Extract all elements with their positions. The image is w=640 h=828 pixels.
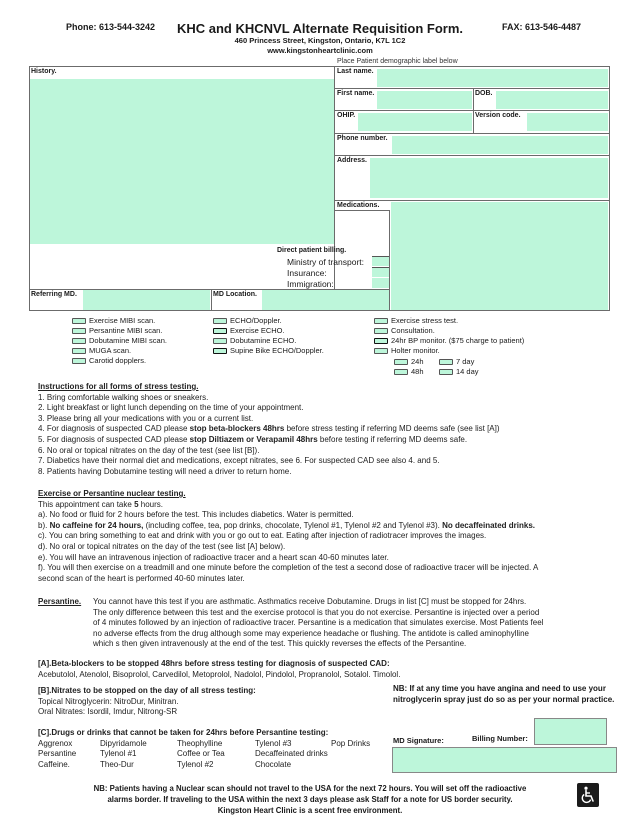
billing-option-label: Immigration: <box>287 279 334 289</box>
dob-field[interactable] <box>496 91 608 109</box>
nuclear-item: a). No food or fluid for 2 hours before the test. This includes diabetics. Water is permitted. <box>38 510 354 520</box>
holter-14day[interactable] <box>439 367 479 376</box>
checkbox-icon[interactable] <box>374 318 388 324</box>
clinic-website: www.kingstonheartclinic.com <box>267 46 373 55</box>
text-line: The only difference between this test and the exercise protocol is that you do not exercise. Persantine is injected over a period <box>93 607 540 617</box>
checkbox-icon[interactable] <box>213 348 227 354</box>
checkbox-icon[interactable] <box>213 328 227 334</box>
instruction-item: 3. Please bring all your medications with you or a current list. <box>38 413 254 423</box>
instruction-item: 2. Light breakfast or light lunch depending on the time of your appointment. <box>38 403 304 413</box>
billing-number-field[interactable] <box>534 718 607 745</box>
billing-number-label: Billing Number: <box>472 734 528 743</box>
instruction-item: 6. No oral or topical nitrates on the day of the test (see list [B]). <box>38 445 260 455</box>
text: 5. For diagnosis of suspected CAD please <box>38 434 190 444</box>
service-exercise-mibi[interactable] <box>72 316 155 325</box>
text: before testing if referring MD deems safe. <box>317 434 468 444</box>
instruction-item: 8. Patients having Dobutamine testing will need a driver to return home. <box>38 466 292 476</box>
instruction-item <box>38 435 500 446</box>
checkbox-icon[interactable] <box>394 359 408 365</box>
checkbox-icon[interactable] <box>72 328 86 334</box>
checkbox-icon[interactable] <box>72 338 86 344</box>
md-location-label: MD Location. <box>213 291 257 298</box>
list-heading: [A].Beta-blockers to be stopped 48hrs before stress testing for diagnosis of suspected CAD: <box>38 659 390 668</box>
cell: Pop Drinks <box>331 738 371 748</box>
service-carotid[interactable] <box>72 356 146 365</box>
checkbox-icon[interactable] <box>72 348 86 354</box>
address-field[interactable] <box>370 158 608 198</box>
nuclear-item: f). You will then exercise on a treadmill and one minute before the completion of the test a second dose of radioactive tracer will be injected. A <box>38 563 539 573</box>
service-label: Exercise ECHO. <box>230 326 285 335</box>
service-label: Carotid dopplers. <box>89 356 147 365</box>
cell: Tylenol #1 <box>100 749 137 759</box>
nb-angina-note: NB: If at any time you have angina and need to use your nitroglycerin spray just do so as per your normal practice. <box>393 684 615 704</box>
version-code-label: Version code. <box>475 112 521 119</box>
phone-number-field[interactable] <box>392 136 608 154</box>
ohip-field[interactable] <box>358 113 472 131</box>
cell: Decaffeinated drinks <box>255 749 328 759</box>
instruction-item: 1. Bring comfortable walking shoes or sneakers. <box>38 392 209 402</box>
last-name-label: Last name. <box>337 68 374 75</box>
footer-line: NB: Patients having a Nuclear scan should not travel to the USA for the next 72 hours. You will set off the radioactive <box>93 784 527 793</box>
list-c <box>38 728 391 770</box>
nuclear-section <box>38 489 538 584</box>
checkbox-icon[interactable] <box>374 328 388 334</box>
service-bp-monitor[interactable] <box>374 336 524 345</box>
persantine-text <box>93 597 543 650</box>
medications-label: Medications. <box>337 202 380 209</box>
cell: Aggrenox <box>38 738 73 748</box>
service-label: Dobutamine MIBI scan. <box>89 336 167 345</box>
service-label: Consultation. <box>391 326 435 335</box>
cell <box>331 760 391 771</box>
service-echo-doppler[interactable] <box>213 316 282 325</box>
section-heading: Exercise or Persantine nuclear testing. <box>38 489 186 498</box>
nuclear-item: e). You will have an intravenous injection of radioactive tracer and a heart scan 40-60 minutes later. <box>38 552 389 562</box>
text-line: of 4 minutes followed by an injection of radioactive tracer. Persantine is a medication that simulates exercise. Most Patients feel <box>93 618 544 628</box>
divider <box>334 200 610 201</box>
text: 4. For diagnosis of suspected CAD please <box>38 424 190 434</box>
holter-7day[interactable] <box>439 357 474 366</box>
list-c-table <box>38 739 391 771</box>
billing-title: Direct patient billing. <box>277 247 347 254</box>
form-title: KHC and KHCNVL Alternate Requisition Form. <box>176 21 464 36</box>
service-label: 48h <box>411 367 424 376</box>
md-signature-field[interactable] <box>392 747 617 773</box>
checkbox-icon[interactable] <box>439 359 453 365</box>
emphasis: stop Diltiazem or Verapamil 48hrs <box>189 434 318 444</box>
instructions-section <box>38 382 500 477</box>
service-label: MUGA scan. <box>89 346 132 355</box>
service-label: Holter monitor. <box>391 346 440 355</box>
checkbox-icon[interactable] <box>72 358 86 364</box>
cell: Chocolate <box>255 759 292 769</box>
service-persantine-mibi[interactable] <box>72 326 162 335</box>
md-signature-label: MD Signature: <box>393 736 444 745</box>
text: b). <box>38 520 50 530</box>
list-items: Topical Nitroglycerin: NitroDur, Minitran. <box>38 696 179 706</box>
service-dobutamine-mibi[interactable] <box>72 336 167 345</box>
checkbox-icon[interactable] <box>213 338 227 344</box>
checkbox-icon[interactable] <box>213 318 227 324</box>
divider <box>211 289 212 311</box>
divider <box>334 210 390 211</box>
cell: Persantine <box>38 749 77 759</box>
service-label: Dobutamine ECHO. <box>230 336 297 345</box>
history-field[interactable] <box>30 79 334 244</box>
dob-label: DOB. <box>475 90 493 97</box>
list-items: Oral Nitrates: Isordil, Imdur, Nitrong-SR <box>38 707 178 717</box>
instruction-item <box>38 424 500 435</box>
service-label: Persantine MIBI scan. <box>89 326 163 335</box>
list-items: Acebutolol, Atenolol, Bisoprolol, Carvedilol, Metoprolol, Nadolol, Pindolol, Propranolol, Sotalol. Timolol. <box>38 669 401 679</box>
service-dobutamine-echo[interactable] <box>213 336 296 345</box>
instruction-item: 7. Diabetics have their normal diet and medications, except nitrates, see 6. For suspected CAD see also 4. and 5. <box>38 456 440 466</box>
phone-number-label: Phone number. <box>337 135 388 142</box>
service-label: Exercise MIBI scan. <box>89 316 156 325</box>
divider <box>334 110 610 111</box>
text: This appointment can take <box>38 499 135 509</box>
text: hours. <box>138 499 163 509</box>
emphasis: No decaffeinated drinks. <box>442 520 535 530</box>
holter-24h[interactable] <box>394 357 424 366</box>
text-line: no adverse effects from the drug although some may experience headache or flushing. The antidote is called aminophylline <box>93 628 529 638</box>
nuclear-item: second scan of the heart is performed 40-60 minutes later. <box>38 573 245 583</box>
checkbox-icon[interactable] <box>394 369 408 375</box>
checkbox-icon[interactable] <box>374 348 388 354</box>
last-name-field[interactable] <box>377 69 608 87</box>
duration-line <box>38 500 538 511</box>
divider <box>389 210 390 311</box>
ministry-of-transport-checkbox[interactable] <box>372 256 389 266</box>
nuclear-item: d). No oral or topical nitrates on the day of the test (see list [A] below). <box>38 541 286 551</box>
clinic-fax: FAX: 613-546-4487 <box>502 22 582 32</box>
insurance-checkbox[interactable] <box>372 267 389 277</box>
section-heading: Instructions for all forms of stress testing. <box>38 382 199 391</box>
text: (including coffee, tea, pop drinks, chocolate, Tylenol #1, Tylenol #2 and Tylenol #3). <box>143 520 443 530</box>
first-name-label: First name. <box>337 90 375 97</box>
clinic-phone: Phone: 613-544-3242 <box>66 22 156 32</box>
list-b <box>38 686 256 718</box>
persantine-heading: Persantine. <box>38 597 82 606</box>
text: before stress testing if referring MD deems safe (see list [A]) <box>284 424 500 434</box>
checkbox-icon[interactable] <box>439 369 453 375</box>
checkbox-icon[interactable] <box>374 338 388 344</box>
cell: Coffee or Tea <box>177 749 225 759</box>
cell: Tylenol #2 <box>177 759 214 769</box>
immigration-checkbox[interactable] <box>372 278 389 288</box>
md-location-field[interactable] <box>262 290 389 310</box>
service-label: 14 day <box>456 367 479 376</box>
emphasis: stop beta-blockers 48hrs <box>189 424 285 434</box>
referring-md-field[interactable] <box>83 290 210 310</box>
cell <box>331 749 391 760</box>
billing-option-label: Insurance: <box>287 268 327 278</box>
cell: Tylenol #3 <box>255 738 292 748</box>
service-consultation[interactable] <box>374 326 435 335</box>
wheelchair-glyph <box>580 786 596 804</box>
footer-note <box>0 783 620 816</box>
service-supine-bike[interactable] <box>213 346 324 355</box>
service-label: 24hr BP monitor. ($75 charge to patient) <box>391 336 525 345</box>
list-a <box>38 659 400 680</box>
service-holter[interactable] <box>374 346 440 355</box>
medications-field[interactable] <box>391 202 608 310</box>
service-label: Supine Bike ECHO/Doppler. <box>230 346 324 355</box>
divider <box>334 155 610 156</box>
holter-48h[interactable] <box>394 367 424 376</box>
emphasis: No caffeine for 24 hours, <box>49 520 144 530</box>
text-line: which s then given intravenously at the end of the test. This quickly reverses the effects of the Persantine. <box>93 639 467 649</box>
checkbox-icon[interactable] <box>72 318 86 324</box>
list-heading: [B].Nitrates to be stopped on the day of all stress testing: <box>38 686 256 695</box>
service-label: ECHO/Doppler. <box>230 316 282 325</box>
divider <box>334 133 610 134</box>
cell: Theophylline <box>177 738 223 748</box>
service-exercise-stress[interactable] <box>374 316 458 325</box>
nuclear-item <box>38 521 538 532</box>
service-label: 7 day <box>456 357 475 366</box>
cell: Theo-Dur <box>100 759 134 769</box>
ohip-label: OHIP. <box>337 112 356 119</box>
footer-line: alarms border. If traveling to the USA within the next 3 days please ask Staff for a note for US border security. <box>107 795 513 804</box>
service-exercise-echo[interactable] <box>213 326 285 335</box>
footer-line: Kingston Heart Clinic is a scent free environment. <box>217 806 403 815</box>
history-label: History. <box>31 68 57 75</box>
text-line: You cannot have this test if you are asthmatic. Asthmatics receive Dobutamine. Drugs in list [C] must be stopped for 24hrs. <box>93 597 527 606</box>
address-label: Address. <box>337 157 367 164</box>
referring-md-label: Referring MD. <box>31 291 77 298</box>
service-muga[interactable] <box>72 346 131 355</box>
service-label: 24h <box>411 357 424 366</box>
demographic-label-note: Place Patient demographic label below <box>337 58 458 65</box>
clinic-address: 460 Princess Street, Kingston, Ontario, K7L 1C2 <box>234 36 406 45</box>
billing-option-label: Ministry of transport: <box>287 257 364 267</box>
version-code-field[interactable] <box>527 113 608 131</box>
list-heading: [C].Drugs or drinks that cannot be taken for 24hrs before Persantine testing: <box>38 728 329 737</box>
wheelchair-icon <box>577 783 599 807</box>
duration-value: 5 <box>134 499 139 509</box>
cell: Caffeine. <box>38 759 70 769</box>
service-label: Exercise stress test. <box>391 316 459 325</box>
first-name-field[interactable] <box>377 91 472 109</box>
nuclear-item: c). You can bring something to eat and drink with you or go out to eat. Eating after injection of radiotracer improves the images. <box>38 531 487 541</box>
cell: Dipyridamole <box>100 738 147 748</box>
divider <box>334 88 610 89</box>
